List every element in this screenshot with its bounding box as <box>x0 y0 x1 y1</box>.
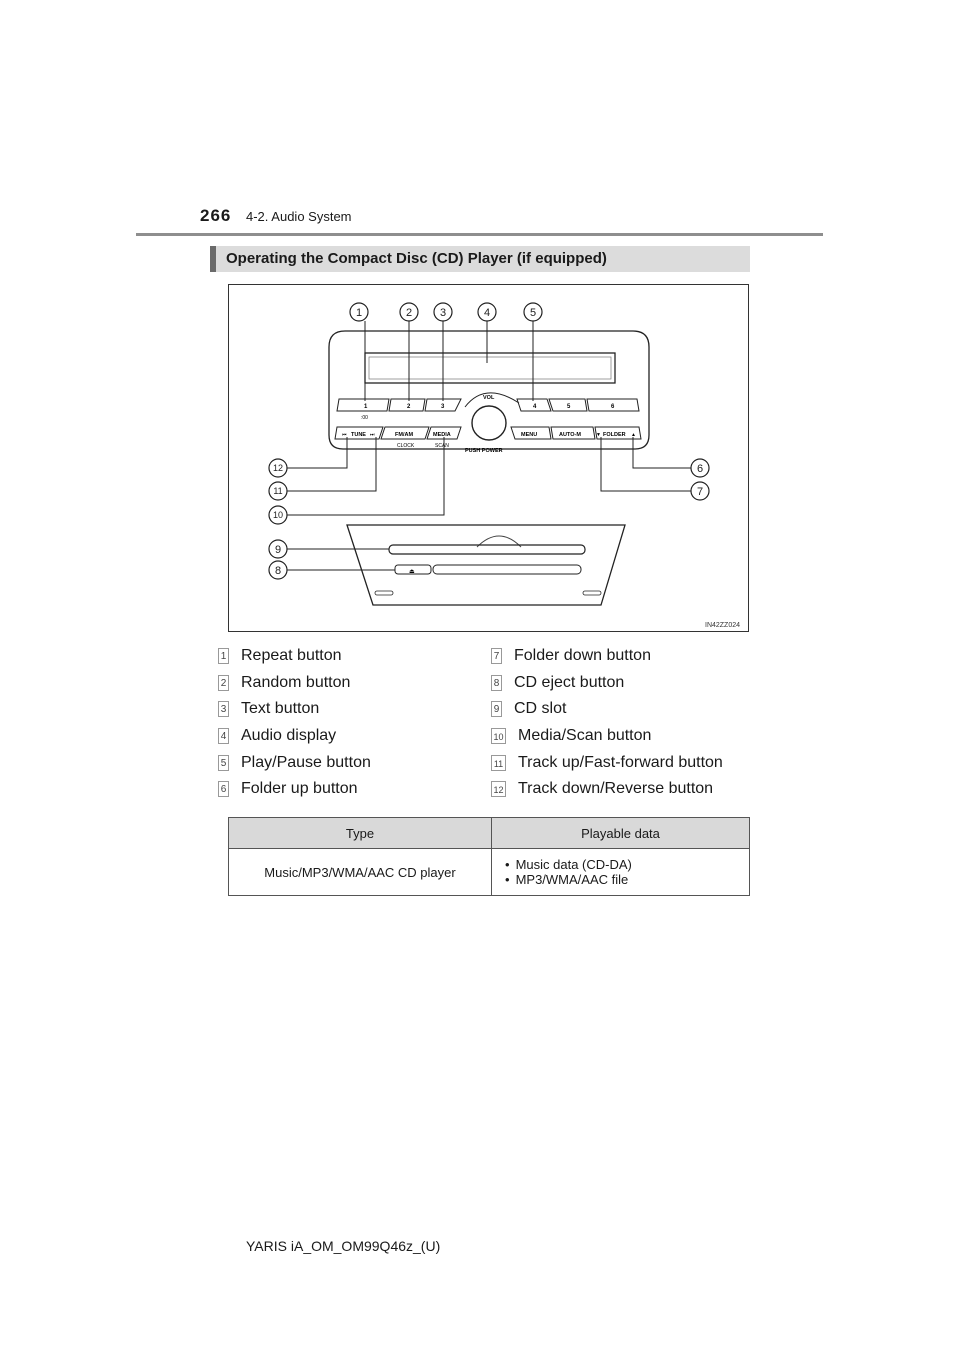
preset-3-label: 3 <box>441 404 445 410</box>
legend-item <box>491 723 723 750</box>
legend-item <box>218 723 371 750</box>
legend-label: Track up/Fast-forward button <box>518 753 723 771</box>
legend-number: 11 <box>491 755 506 771</box>
legend-number: 9 <box>491 701 502 717</box>
menu-label: MENU <box>521 432 538 438</box>
header-divider <box>136 233 823 236</box>
legend-label: Play/Pause button <box>241 753 371 771</box>
legend-number: 7 <box>491 648 502 664</box>
legend-right-column <box>491 643 723 803</box>
list-item: • Music data (CD-DA) <box>509 857 748 872</box>
legend-item <box>218 776 371 803</box>
legend-number: 10 <box>491 728 506 744</box>
legend-label: Audio display <box>241 727 337 745</box>
list-item: • MP3/WMA/AAC file <box>509 872 748 887</box>
section-heading: Operating the Compact Disc (CD) Player (if equipped) <box>210 246 750 272</box>
preset-2-label: 2 <box>407 404 411 410</box>
callout-6: 6 <box>696 463 704 475</box>
scan-label: SCAN <box>435 443 449 449</box>
table-row <box>229 849 750 896</box>
legend-number: 12 <box>491 781 506 797</box>
track-down-icon: ⏮ <box>342 432 347 438</box>
cd-slot <box>389 545 585 554</box>
legend-number: 2 <box>218 675 229 691</box>
preset-6-label: 6 <box>611 404 615 410</box>
legend-item <box>218 696 371 723</box>
legend-number: 4 <box>218 728 229 744</box>
legend-item <box>491 776 723 803</box>
volume-knob <box>472 406 506 440</box>
legend-label: Folder down button <box>514 647 651 665</box>
figure-code: IN42ZZ024 <box>705 622 741 629</box>
section-reference: 4-2. Audio System <box>246 209 352 224</box>
legend-label: Random button <box>241 673 351 691</box>
callout-2: 2 <box>405 307 413 319</box>
preset-4-label: 4 <box>533 404 537 410</box>
preset-5-label: 5 <box>567 404 571 410</box>
type-cell: Music/MP3/WMA/AAC CD player <box>229 849 492 896</box>
callout-7: 7 <box>696 486 704 498</box>
callout-3: 3 <box>439 307 447 319</box>
callout-circles <box>269 303 709 579</box>
playable-data-list <box>493 857 748 887</box>
table-header-row <box>229 818 750 849</box>
legend-number: 3 <box>218 701 229 717</box>
legend-item <box>491 696 723 723</box>
playable-data-table <box>228 817 750 896</box>
legend-item <box>218 670 371 697</box>
page-number: 266 <box>200 206 232 225</box>
callout-9: 9 <box>274 544 282 556</box>
clock-label: CLOCK <box>397 443 415 449</box>
column-header-playable-data: Playable data <box>492 818 750 849</box>
push-power-label: PUSH POWER <box>465 448 503 454</box>
audio-display <box>365 353 615 383</box>
folder-label: FOLDER <box>603 432 626 438</box>
legend-left-column <box>218 643 371 803</box>
legend-label: Text button <box>241 700 320 718</box>
auto-m-label: AUTO-M <box>559 432 581 438</box>
audio-unit-illustration <box>229 285 750 633</box>
clock-00-label: :00 <box>361 415 368 421</box>
legend-item <box>491 749 723 776</box>
document-footer: YARIS iA_OM_OM99Q46z_(U) <box>246 1238 441 1254</box>
legend-label: CD eject button <box>514 673 625 691</box>
track-up-icon: ⏭ <box>370 432 375 438</box>
legend-label: Folder up button <box>241 780 358 798</box>
legend-label: Repeat button <box>241 647 342 665</box>
callout-10: 10 <box>272 510 284 520</box>
legend-label: CD slot <box>514 700 567 718</box>
callout-5: 5 <box>529 307 537 319</box>
legend-number: 6 <box>218 781 229 797</box>
legend-label: Track down/Reverse button <box>518 780 714 798</box>
legend-label: Media/Scan button <box>518 727 652 745</box>
legend-item <box>218 643 371 670</box>
legend-item <box>491 643 723 670</box>
playable-data-cell <box>492 849 750 896</box>
callout-4: 4 <box>483 307 491 319</box>
callout-8: 8 <box>274 565 282 577</box>
media-label: MEDIA <box>433 432 451 438</box>
folder-up-icon: ▲ <box>631 432 636 438</box>
legend-item <box>491 670 723 697</box>
preset-1-label: 1 <box>364 404 368 410</box>
vol-label: VOL <box>483 395 495 401</box>
eject-icon: ⏏ <box>409 569 415 575</box>
folder-down-icon: ▼ <box>596 432 601 438</box>
legend-number: 8 <box>491 675 502 691</box>
tune-label: TUNE <box>351 432 366 438</box>
legend-number: 5 <box>218 755 229 771</box>
callout-11: 11 <box>273 486 283 496</box>
legend-number: 1 <box>218 648 229 664</box>
legend-item <box>218 749 371 776</box>
leader-lines <box>287 321 691 570</box>
fm-am-label: FM/AM <box>395 432 414 438</box>
column-header-type: Type <box>229 818 492 849</box>
callout-1: 1 <box>355 307 363 319</box>
callout-12: 12 <box>272 463 284 473</box>
audio-unit-figure <box>228 284 749 632</box>
